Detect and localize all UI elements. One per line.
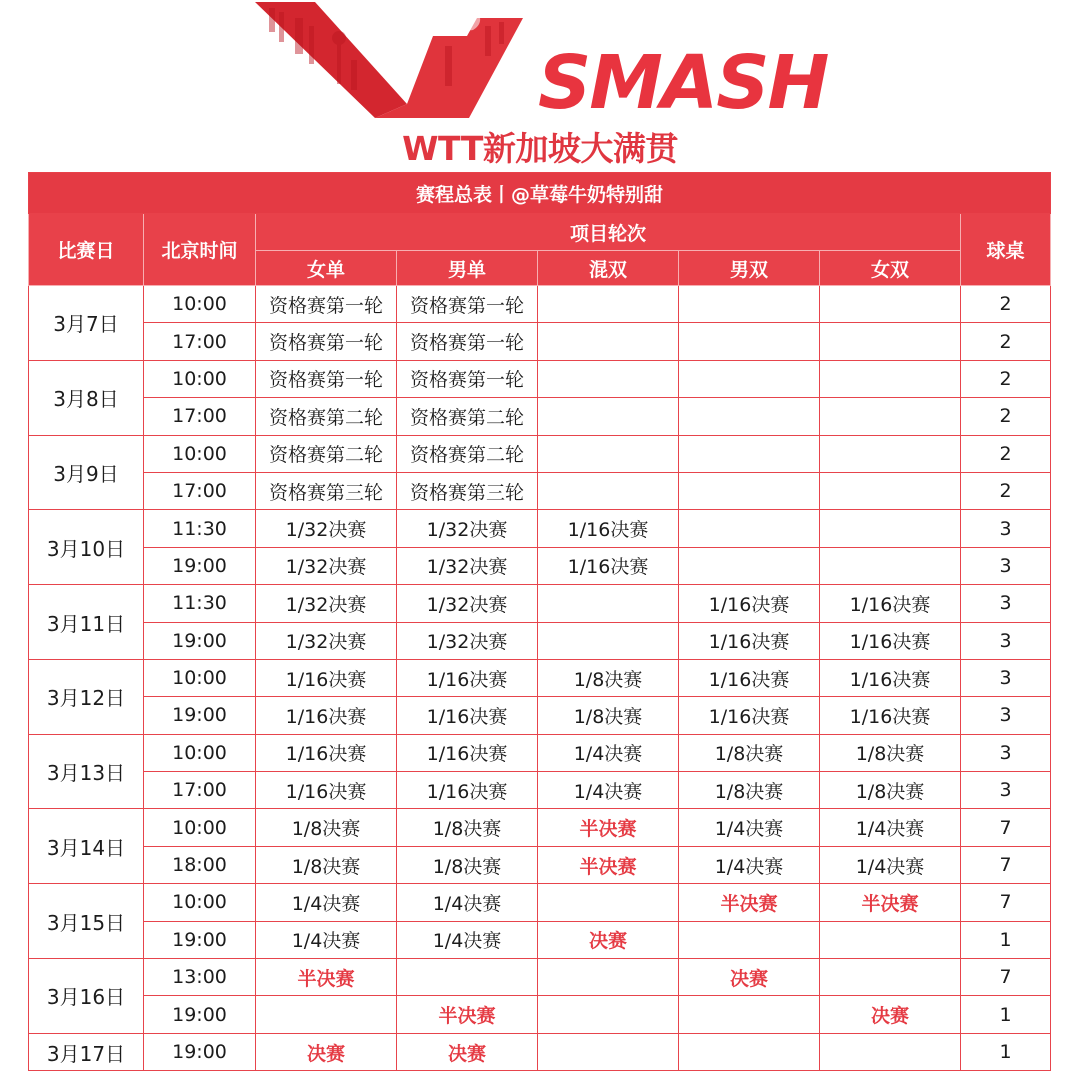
womens-singles-cell: 1/16决赛 (256, 734, 397, 771)
mens-singles-cell: 资格赛第二轮 (397, 435, 538, 472)
mixed-doubles-cell: 1/4决赛 (538, 772, 679, 809)
header-mens-singles: 男单 (397, 251, 538, 286)
table-row (29, 622, 1051, 659)
tables-cell: 3 (961, 734, 1051, 771)
header (0, 0, 1080, 172)
date-cell: 3月14日 (29, 809, 144, 884)
womens-doubles-cell: 1/16决赛 (820, 659, 961, 696)
mixed-doubles-cell: 1/16决赛 (538, 510, 679, 547)
table-row (29, 697, 1051, 734)
womens-singles-cell: 1/16决赛 (256, 659, 397, 696)
table-row (29, 959, 1051, 996)
mens-singles-cell: 1/4决赛 (397, 884, 538, 921)
header-time: 北京时间 (144, 214, 256, 286)
header-events-group: 项目轮次 (256, 214, 961, 251)
mens-doubles-cell (679, 435, 820, 472)
date-cell: 3月15日 (29, 884, 144, 959)
womens-singles-cell: 1/32决赛 (256, 585, 397, 622)
mens-singles-cell: 1/32决赛 (397, 510, 538, 547)
time-cell: 17:00 (144, 323, 256, 360)
tables-cell: 2 (961, 472, 1051, 509)
mens-singles-cell: 1/8决赛 (397, 846, 538, 883)
womens-singles-cell: 1/8决赛 (256, 809, 397, 846)
womens-doubles-cell (820, 547, 961, 584)
womens-singles-cell: 资格赛第二轮 (256, 435, 397, 472)
table-row (29, 398, 1051, 435)
mens-singles-cell: 1/16决赛 (397, 659, 538, 696)
header-womens-doubles: 女双 (820, 251, 961, 286)
date-cell: 3月16日 (29, 959, 144, 1034)
mens-doubles-cell: 半决赛 (679, 884, 820, 921)
event-title: WTT新加坡大满贯 (402, 129, 678, 168)
table-row (29, 734, 1051, 771)
table-row (29, 360, 1051, 397)
mixed-doubles-cell: 1/4决赛 (538, 734, 679, 771)
mens-singles-cell: 资格赛第一轮 (397, 286, 538, 323)
tables-cell: 3 (961, 697, 1051, 734)
mixed-doubles-cell: 1/8决赛 (538, 697, 679, 734)
time-cell: 11:30 (144, 510, 256, 547)
womens-singles-cell: 资格赛第一轮 (256, 360, 397, 397)
womens-singles-cell: 资格赛第一轮 (256, 323, 397, 360)
tables-cell: 7 (961, 846, 1051, 883)
time-cell: 19:00 (144, 547, 256, 584)
womens-doubles-cell (820, 472, 961, 509)
date-cell: 3月11日 (29, 585, 144, 660)
tables-cell: 3 (961, 622, 1051, 659)
mens-doubles-cell (679, 921, 820, 958)
table-row (29, 585, 1051, 622)
womens-singles-cell: 1/32决赛 (256, 622, 397, 659)
mens-singles-cell: 1/8决赛 (397, 809, 538, 846)
mens-doubles-cell: 1/4决赛 (679, 846, 820, 883)
womens-singles-cell: 1/32决赛 (256, 547, 397, 584)
mens-singles-cell: 1/32决赛 (397, 547, 538, 584)
mens-doubles-cell (679, 360, 820, 397)
mixed-doubles-cell (538, 1033, 679, 1070)
womens-singles-cell: 1/8决赛 (256, 846, 397, 883)
womens-singles-cell: 资格赛第二轮 (256, 398, 397, 435)
mens-singles-cell: 资格赛第一轮 (397, 323, 538, 360)
time-cell: 19:00 (144, 996, 256, 1033)
tables-cell: 2 (961, 435, 1051, 472)
mens-singles-cell: 1/16决赛 (397, 734, 538, 771)
schedule-body (29, 286, 1051, 1071)
mens-doubles-cell (679, 996, 820, 1033)
womens-doubles-cell: 决赛 (820, 996, 961, 1033)
womens-doubles-cell: 半决赛 (820, 884, 961, 921)
table-row (29, 286, 1051, 323)
mixed-doubles-cell (538, 398, 679, 435)
mens-doubles-cell (679, 286, 820, 323)
tables-cell: 1 (961, 1033, 1051, 1070)
womens-singles-cell: 决赛 (256, 1033, 397, 1070)
wtt-logo (255, 0, 523, 118)
mens-doubles-cell (679, 323, 820, 360)
date-cell: 3月12日 (29, 659, 144, 734)
schedule-banner: 赛程总表丨@草莓牛奶特别甜 (29, 173, 1051, 214)
womens-doubles-cell: 1/8决赛 (820, 772, 961, 809)
schedule-table-wrap (28, 172, 1050, 1071)
tables-cell: 7 (961, 809, 1051, 846)
mens-singles-cell: 半决赛 (397, 996, 538, 1033)
womens-doubles-cell (820, 959, 961, 996)
mixed-doubles-cell (538, 959, 679, 996)
womens-doubles-cell (820, 360, 961, 397)
womens-doubles-cell (820, 398, 961, 435)
mens-singles-cell: 1/4决赛 (397, 921, 538, 958)
header-tables: 球桌 (961, 214, 1051, 286)
womens-doubles-cell (820, 510, 961, 547)
mens-doubles-cell (679, 1033, 820, 1070)
womens-doubles-cell (820, 286, 961, 323)
mens-singles-cell (397, 959, 538, 996)
mens-doubles-cell (679, 398, 820, 435)
mens-singles-cell: 1/32决赛 (397, 622, 538, 659)
time-cell: 17:00 (144, 398, 256, 435)
table-row (29, 809, 1051, 846)
mens-singles-cell: 1/16决赛 (397, 697, 538, 734)
date-cell: 3月10日 (29, 510, 144, 585)
tables-cell: 3 (961, 585, 1051, 622)
tables-cell: 2 (961, 286, 1051, 323)
tables-cell: 2 (961, 398, 1051, 435)
time-cell: 18:00 (144, 846, 256, 883)
tables-cell: 2 (961, 323, 1051, 360)
tables-cell: 3 (961, 547, 1051, 584)
mens-singles-cell: 资格赛第三轮 (397, 472, 538, 509)
date-cell: 3月9日 (29, 435, 144, 510)
womens-doubles-cell: 1/16决赛 (820, 697, 961, 734)
mixed-doubles-cell (538, 472, 679, 509)
time-cell: 17:00 (144, 772, 256, 809)
mixed-doubles-cell (538, 585, 679, 622)
table-row (29, 1033, 1051, 1070)
mens-singles-cell: 资格赛第二轮 (397, 398, 538, 435)
table-row (29, 547, 1051, 584)
schedule-table (28, 172, 1051, 1071)
womens-singles-cell: 1/16决赛 (256, 697, 397, 734)
mens-doubles-cell: 1/16决赛 (679, 659, 820, 696)
mens-doubles-cell: 1/16决赛 (679, 697, 820, 734)
table-row (29, 323, 1051, 360)
time-cell: 10:00 (144, 286, 256, 323)
mixed-doubles-cell (538, 884, 679, 921)
womens-doubles-cell (820, 1033, 961, 1070)
womens-singles-cell (256, 996, 397, 1033)
womens-singles-cell: 1/32决赛 (256, 510, 397, 547)
time-cell: 10:00 (144, 360, 256, 397)
time-cell: 10:00 (144, 659, 256, 696)
mens-doubles-cell: 1/4决赛 (679, 809, 820, 846)
mens-doubles-cell: 1/8决赛 (679, 734, 820, 771)
womens-singles-cell: 资格赛第三轮 (256, 472, 397, 509)
date-cell: 3月13日 (29, 734, 144, 809)
table-row (29, 472, 1051, 509)
table-row (29, 435, 1051, 472)
table-row (29, 996, 1051, 1033)
tables-cell: 7 (961, 959, 1051, 996)
time-cell: 10:00 (144, 809, 256, 846)
mens-singles-cell: 决赛 (397, 1033, 538, 1070)
womens-doubles-cell: 1/4决赛 (820, 809, 961, 846)
mens-doubles-cell: 决赛 (679, 959, 820, 996)
womens-doubles-cell (820, 323, 961, 360)
smash-logo: SMASH (538, 40, 828, 126)
tables-cell: 1 (961, 996, 1051, 1033)
time-cell: 11:30 (144, 585, 256, 622)
tables-cell: 3 (961, 772, 1051, 809)
table-row (29, 884, 1051, 921)
time-cell: 19:00 (144, 622, 256, 659)
mixed-doubles-cell (538, 996, 679, 1033)
mixed-doubles-cell (538, 360, 679, 397)
mens-doubles-cell: 1/8决赛 (679, 772, 820, 809)
time-cell: 19:00 (144, 921, 256, 958)
table-row (29, 510, 1051, 547)
time-cell: 17:00 (144, 472, 256, 509)
header-mens-doubles: 男双 (679, 251, 820, 286)
header-womens-singles: 女单 (256, 251, 397, 286)
time-cell: 10:00 (144, 884, 256, 921)
mixed-doubles-cell (538, 323, 679, 360)
table-row (29, 659, 1051, 696)
womens-doubles-cell (820, 921, 961, 958)
mixed-doubles-cell: 决赛 (538, 921, 679, 958)
womens-doubles-cell: 1/4决赛 (820, 846, 961, 883)
womens-singles-cell: 1/4决赛 (256, 884, 397, 921)
header-date: 比赛日 (29, 214, 144, 286)
mens-singles-cell: 1/16决赛 (397, 772, 538, 809)
time-cell: 19:00 (144, 697, 256, 734)
table-row (29, 921, 1051, 958)
mixed-doubles-cell (538, 622, 679, 659)
mens-doubles-cell: 1/16决赛 (679, 585, 820, 622)
time-cell: 13:00 (144, 959, 256, 996)
date-cell: 3月17日 (29, 1033, 144, 1070)
header-mixed-doubles: 混双 (538, 251, 679, 286)
mixed-doubles-cell: 半决赛 (538, 846, 679, 883)
womens-doubles-cell (820, 435, 961, 472)
mens-singles-cell: 1/32决赛 (397, 585, 538, 622)
tables-cell: 2 (961, 360, 1051, 397)
mixed-doubles-cell: 1/16决赛 (538, 547, 679, 584)
womens-singles-cell: 半决赛 (256, 959, 397, 996)
mixed-doubles-cell: 半决赛 (538, 809, 679, 846)
womens-singles-cell: 资格赛第一轮 (256, 286, 397, 323)
tables-cell: 3 (961, 510, 1051, 547)
tables-cell: 1 (961, 921, 1051, 958)
mens-doubles-cell (679, 510, 820, 547)
mens-doubles-cell (679, 472, 820, 509)
womens-singles-cell: 1/4决赛 (256, 921, 397, 958)
mens-singles-cell: 资格赛第一轮 (397, 360, 538, 397)
womens-doubles-cell: 1/16决赛 (820, 622, 961, 659)
mixed-doubles-cell: 1/8决赛 (538, 659, 679, 696)
mens-doubles-cell: 1/16决赛 (679, 622, 820, 659)
date-cell: 3月7日 (29, 286, 144, 361)
tables-cell: 7 (961, 884, 1051, 921)
womens-doubles-cell: 1/16决赛 (820, 585, 961, 622)
mixed-doubles-cell (538, 286, 679, 323)
time-cell: 10:00 (144, 435, 256, 472)
mens-doubles-cell (679, 547, 820, 584)
table-row (29, 846, 1051, 883)
date-cell: 3月8日 (29, 360, 144, 435)
womens-singles-cell: 1/16决赛 (256, 772, 397, 809)
womens-doubles-cell: 1/8决赛 (820, 734, 961, 771)
tables-cell: 3 (961, 659, 1051, 696)
table-row (29, 772, 1051, 809)
time-cell: 10:00 (144, 734, 256, 771)
mixed-doubles-cell (538, 435, 679, 472)
time-cell: 19:00 (144, 1033, 256, 1070)
